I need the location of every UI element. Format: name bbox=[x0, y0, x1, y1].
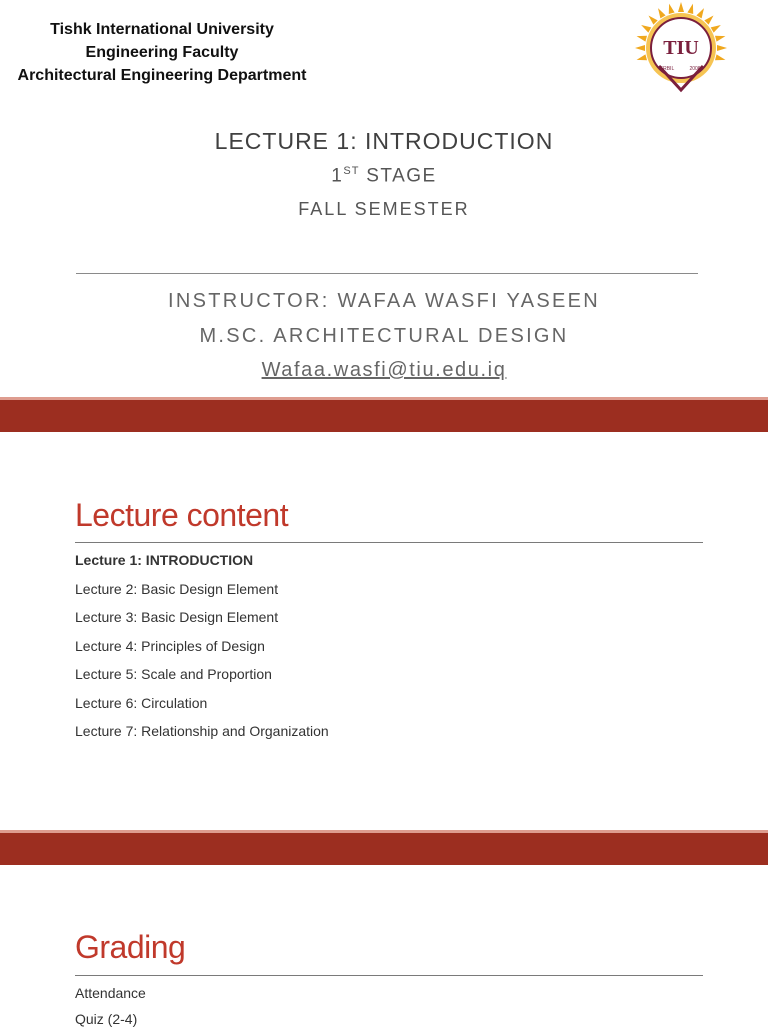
university-name: Tishk International University bbox=[50, 21, 274, 38]
logo-text: TIU bbox=[663, 37, 699, 59]
lecture-content-heading: Lecture content bbox=[75, 497, 289, 533]
lecture-title: LECTURE 1: INTRODUCTION bbox=[214, 128, 554, 154]
instructor-email-line bbox=[0, 359, 768, 382]
university-logo-icon bbox=[622, 0, 740, 104]
department-name: Architectural Engineering Department bbox=[17, 67, 307, 84]
lecture-item: Lecture 2: Basic Design Element bbox=[75, 580, 279, 597]
lecture-item: Lecture 3: Basic Design Element bbox=[75, 609, 279, 625]
university-header bbox=[0, 18, 324, 87]
lecture-item: Lecture 6: Circulation bbox=[75, 694, 208, 711]
lecture-item: Lecture 5: Scale and Proportion bbox=[75, 666, 272, 682]
grading-item: Attendance bbox=[75, 985, 146, 1001]
grading-item: Quiz (2-4) bbox=[75, 1011, 138, 1027]
stage-word: STAGE bbox=[366, 165, 437, 187]
stage-ordinal: ST bbox=[343, 165, 360, 177]
title-divider bbox=[76, 273, 698, 274]
stage-line bbox=[0, 165, 768, 187]
semester: FALL SEMESTER bbox=[298, 199, 470, 219]
grading-heading: Grading bbox=[75, 929, 186, 965]
stage-number: 1 bbox=[331, 165, 344, 187]
logo-city: ERBIL bbox=[659, 66, 675, 72]
grading-rule bbox=[75, 975, 703, 976]
lecture-content-rule bbox=[75, 542, 703, 543]
lecture-item: Lecture 7: Relationship and Organization bbox=[75, 723, 329, 739]
slide-divider-band bbox=[0, 833, 768, 865]
instructor-degree: M.SC. ARCHITECTURAL DESIGN bbox=[199, 325, 569, 347]
instructor-email-link[interactable]: Wafaa.wasfi@tiu.edu.iq bbox=[261, 359, 507, 381]
slide-divider-band bbox=[0, 400, 768, 432]
lecture-list bbox=[75, 550, 329, 750]
grading-list bbox=[75, 983, 146, 1035]
lecture-item: Lecture 4: Principles of Design bbox=[75, 637, 265, 654]
lecture-item: Lecture 1: INTRODUCTION bbox=[75, 552, 254, 568]
logo-year: 2008 bbox=[689, 66, 701, 72]
instructor-name: INSTRUCTOR: WAFAA WASFI YASEEN bbox=[167, 290, 601, 312]
faculty-name: Engineering Faculty bbox=[85, 44, 239, 61]
